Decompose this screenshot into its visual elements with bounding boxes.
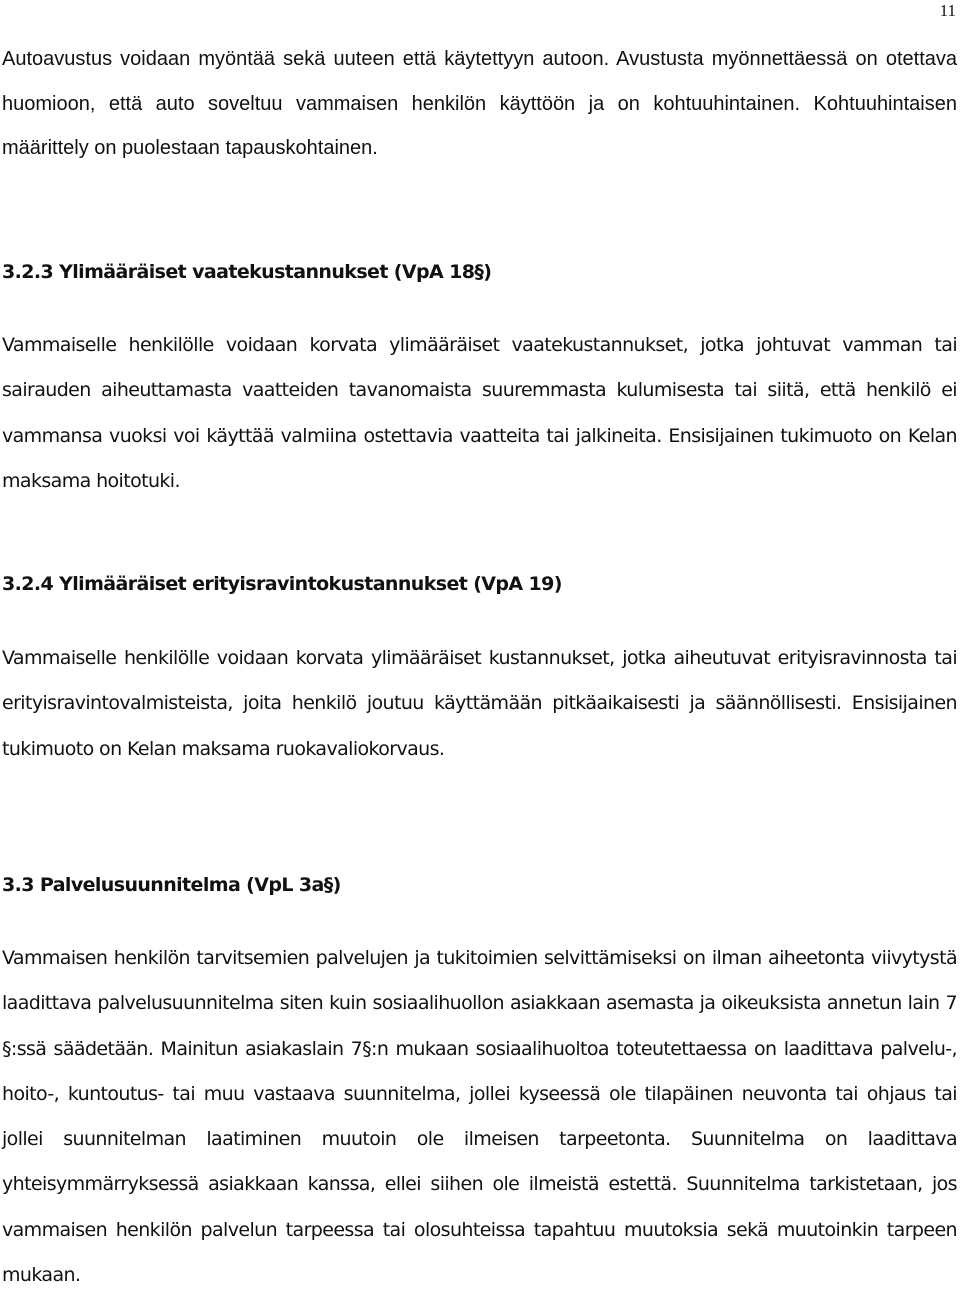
section-3-3-body-block [2, 936, 957, 1298]
section-3-3 [2, 872, 957, 898]
section-3-2-4-body-block [2, 636, 957, 772]
section-paragraph: Vammaisen henkilön tarvitsemien palvelujen ja tukitoimien selvittämiseksi on ilman aiheetonta viivytystä laadittava palvelusuunnitelma siten kuin sosiaalihuollon asiakkaan asemasta ja oikeuksista annetun lain 7 §:ssä säädetään. Mainitun asiakaslain 7§:n mukaan sosiaalihuoltoa toteutettaessa on laadittava palvelu-, hoito-, kuntoutus- tai muu vastaava suunnitelma, jollei kyseessä ole tilapäinen neuvonta tai ohjaus tai jollei suunnitelman laatiminen muutoin ole ilmeisen tarpeetonta. Suunnitelma on laadittava yhteisymmärryksessä asiakkaan kanssa, ellei siihen ole ilmeistä estettä. Suunnitelma tarkistetaan, jos vammaisen henkilön palvelun tarpeessa tai olosuhteissa tapahtuu muutoksia sekä muutoinkin tarpeen mukaan. [2, 947, 957, 1287]
section-3-2-4 [2, 571, 957, 597]
section-paragraph: Vammaiselle henkilölle voidaan korvata ylimääräiset kustannukset, jotka aiheutuvat erityisravinnosta tai erityisravintovalmisteista, joita henkilö joutuu käyttämään pitkäaikaisesti ja säännöllisesti. Ensisijainen tukimuoto on Kelan maksama ruokavaliokorvaus. [2, 647, 957, 760]
page-number: 11 [939, 1, 956, 20]
section-heading: 3.2.4 Ylimääräiset erityisravintokustannukset (VpA 19) [2, 573, 562, 595]
section-heading: 3.3 Palvelusuunnitelma (VpL 3a§) [2, 874, 341, 896]
section-3-2-3-body-block [2, 323, 957, 504]
section-3-2-3 [2, 259, 957, 285]
intro-paragraph: Autoavustus voidaan myöntää sekä uuteen että käytettyyn autoon. Avustusta myönnettäessä on otettava huomioon, että auto soveltuu vammaisen henkilön käyttöön ja on kohtuuhintainen. Kohtuuhintaisen määrittely on puolestaan tapauskohtainen. [2, 48, 957, 159]
intro-block [2, 37, 957, 171]
section-paragraph: Vammaiselle henkilölle voidaan korvata ylimääräiset vaatekustannukset, jotka johtuvat vamman tai sairauden aiheuttamasta vaatteiden tavanomaista suuremmasta kulumisesta tai siitä, että henkilö ei vammansa vuoksi voi käyttää valmiina ostettavia vaatteita tai jalkineita. Ensisijainen tukimuoto on Kelan maksama hoitotuki. [2, 334, 957, 492]
section-heading: 3.2.3 Ylimääräiset vaatekustannukset (VpA 18§) [2, 261, 492, 283]
